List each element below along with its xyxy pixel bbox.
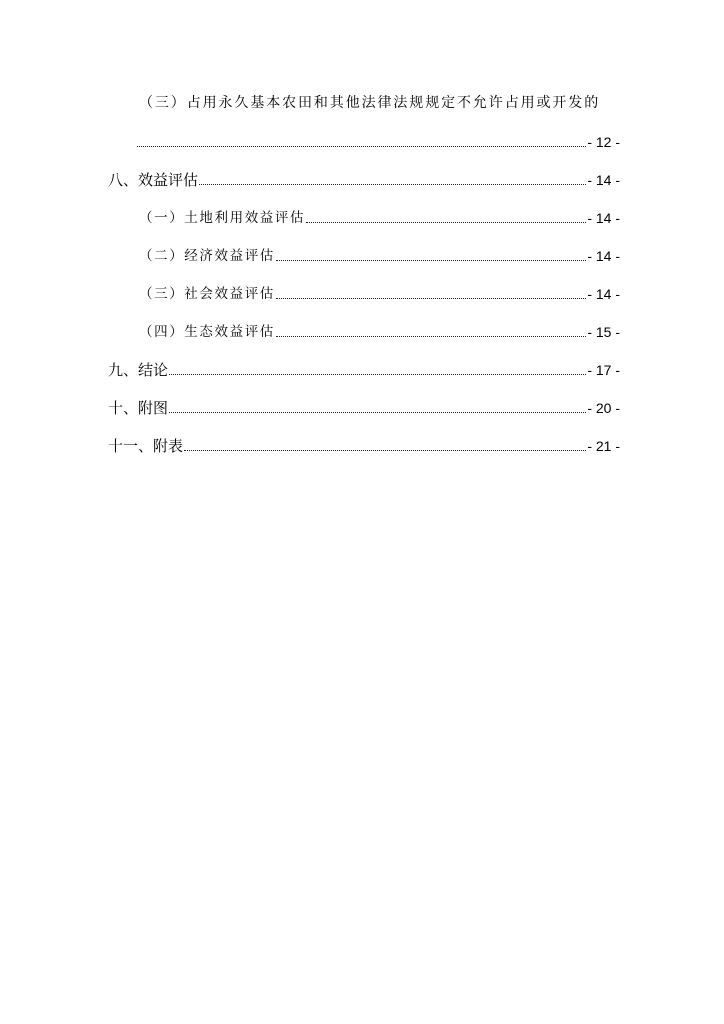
toc-page-number: - 14 -	[587, 210, 620, 226]
toc-entry-title: （二）经济效益评估	[139, 248, 275, 264]
toc-entry-title: 十一、附表	[108, 437, 184, 455]
toc-entry-8-4[interactable]	[139, 318, 620, 342]
toc-entry-7-3-title: （三）占用永久基本农田和其他法律法规规定不允许占用或开发的	[139, 95, 601, 111]
toc-entry-8-3[interactable]	[139, 280, 620, 304]
toc-page-number: - 12 -	[587, 134, 620, 150]
toc-entry-8[interactable]	[108, 166, 620, 190]
dot-leader	[276, 297, 586, 299]
toc-entry-11[interactable]	[108, 432, 620, 456]
dot-leader	[306, 221, 586, 223]
toc-entry-title: 九、结论	[108, 361, 169, 379]
dot-leader	[276, 259, 586, 261]
toc-entry-title: （四）生态效益评估	[139, 324, 275, 340]
dot-leader	[199, 183, 586, 185]
toc-entry-8-1[interactable]	[139, 204, 620, 228]
toc-entry-title: （一）土地利用效益评估	[139, 210, 306, 226]
dot-leader	[169, 411, 586, 413]
toc-page-number: - 20 -	[587, 400, 620, 416]
toc-entry-7-3[interactable]	[136, 128, 620, 152]
toc-entry-9[interactable]	[108, 356, 620, 380]
toc-entry-8-2[interactable]	[139, 242, 620, 266]
toc-page-number: - 14 -	[587, 248, 620, 264]
dot-leader	[137, 145, 586, 147]
toc-page-number: - 17 -	[587, 362, 620, 378]
toc-page-number: - 14 -	[587, 286, 620, 302]
dot-leader	[184, 449, 586, 451]
dot-leader	[169, 373, 586, 375]
toc-entry-title: 八、效益评估	[108, 171, 199, 189]
toc-page-number: - 21 -	[587, 438, 620, 454]
dot-leader	[276, 335, 586, 337]
toc-entry-title: 十、附图	[108, 399, 169, 417]
toc-page-number: - 14 -	[587, 172, 620, 188]
toc-page-number: - 15 -	[587, 324, 620, 340]
toc-entry-10[interactable]	[108, 394, 620, 418]
toc-entry-title: （三）社会效益评估	[139, 286, 275, 302]
